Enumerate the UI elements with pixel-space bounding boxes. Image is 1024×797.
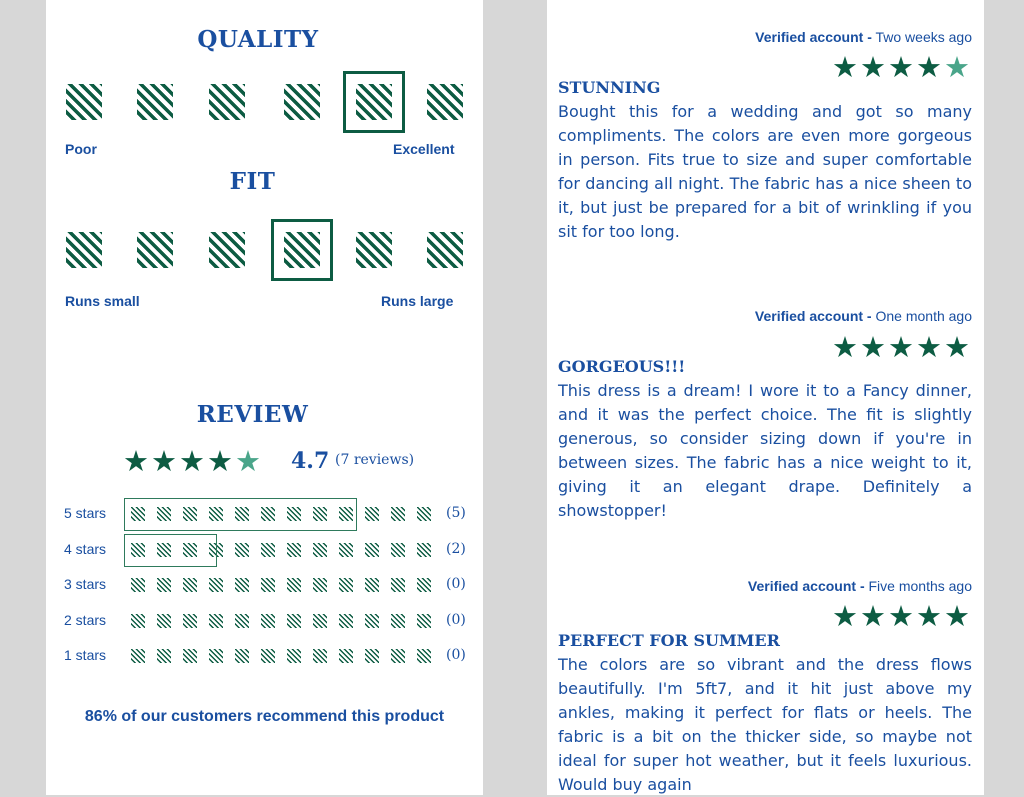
verified-badge: Verified account - [755,29,872,45]
rating-row-label: 3 stars [64,576,107,592]
rating-row-count: (5) [446,505,466,521]
quality-option[interactable] [284,84,320,120]
rating-row-label: 1 stars [64,647,107,663]
rating-bar-segment [261,614,275,628]
rating-bar-segment [157,649,171,663]
rating-bar-segment [235,649,249,663]
review-date: Two weeks ago [871,29,972,45]
quality-low-label: Poor [65,141,97,157]
rating-row-label: 4 stars [64,541,107,557]
rating-bar-fill [124,498,357,531]
rating-bar-segment [391,649,405,663]
rating-bar-segment [131,649,145,663]
quality-high-label: Excellent [393,141,455,157]
review-count: (7 reviews) [335,452,415,468]
quality-title: QUALITY [197,26,319,53]
rating-bar-segment [339,614,353,628]
rating-bar-segment [209,614,223,628]
fit-title: FIT [229,168,276,195]
average-rating-stars: ★★★★★ [123,444,263,478]
quality-option[interactable] [427,84,463,120]
rating-bar-segment [261,578,275,592]
rating-bar-fill [124,534,217,567]
rating-bar-segment [287,614,301,628]
rating-bar-segment [417,578,431,592]
review-stars: ★★★★★ [832,50,972,84]
rating-bar-segment [365,614,379,628]
rating-bar-segment [391,507,405,521]
verified-badge: Verified account - [754,308,872,324]
review-meta [748,578,972,594]
rating-bar-segment [261,649,275,663]
rating-bar-segment [183,649,197,663]
fit-option[interactable] [66,232,102,268]
fit-option[interactable] [427,232,463,268]
review-title: REVIEW [196,401,309,428]
fit-option[interactable] [356,232,392,268]
fit-high-label: Runs large [381,293,454,309]
rating-bar-segment [313,649,327,663]
quality-option[interactable] [66,84,102,120]
rating-bar-segment [313,543,327,557]
rating-row-count: (0) [446,647,466,663]
review-date: One month ago [871,308,972,324]
fit-low-label: Runs small [65,293,140,309]
rating-bar-segment [131,614,145,628]
rating-row-count: (0) [446,612,466,628]
rating-bar-segment [235,543,249,557]
average-rating-value: 4.7 [291,448,330,474]
rating-bar-segment [157,578,171,592]
rating-bar-segment [417,649,431,663]
rating-bar-segment [417,614,431,628]
quality-selected-indicator [343,71,405,133]
rating-bar-segment [365,507,379,521]
rating-bar-segment [313,614,327,628]
review-stars: ★★★★★ [832,330,972,364]
review-date: Five months ago [864,578,972,594]
rating-bar-segment [391,578,405,592]
rating-bar-segment [183,614,197,628]
review-meta [755,29,972,45]
review-title: STUNNING [558,78,661,97]
review-stars: ★★★★★ [832,599,972,633]
review-body: This dress is a dream! I wore it to a Fancy dinner, and it was the perfect choice. The fit is slightly generous, so consider sizing down if you're in between sizes. The fabric has a nice weight to it, giving it an elegant drape. Definitely a showstopper! [558,381,972,520]
rating-bar-segment [287,578,301,592]
rating-bar-segment [131,578,145,592]
rating-bar-segment [339,543,353,557]
rating-bar-segment [261,543,275,557]
rating-bar-segment [365,578,379,592]
rating-bar-segment [287,543,301,557]
review-meta [755,308,972,324]
rating-bar-segment [209,578,223,592]
rating-bar-segment [235,614,249,628]
rating-bar-segment [183,578,197,592]
review-title: PERFECT FOR SUMMER [558,631,780,650]
quality-option[interactable] [137,84,173,120]
rating-row-label: 2 stars [64,612,107,628]
rating-bar-segment [209,649,223,663]
fit-selected-indicator [271,219,333,281]
review-body: Bought this for a wedding and got so many compliments. The colors are even more gorgeous in person. Fits true to size and super comfortable for dancing all night. The fabric has a nice sheen to it, but just be prepared for a bit of wrinkling if you sit for too long. [558,102,972,241]
rating-bar-segment [339,578,353,592]
review-title: GORGEOUS!!! [558,357,686,376]
rating-bar-segment [235,578,249,592]
rating-bar-segment [391,543,405,557]
rating-bar-segment [339,649,353,663]
recommend-text: 86% of our customers recommend this product [84,708,445,725]
rating-bar-segment [417,507,431,521]
rating-bar-segment [313,578,327,592]
rating-bar-segment [417,543,431,557]
rating-bar-segment [391,614,405,628]
rating-row-label: 5 stars [64,505,107,521]
review-body: The colors are so vibrant and the dress flows beautifully. I'm 5ft7, and it hit just above my ankles, making it perfect for flats or heels. The fabric is a bit on the thicker side, so maybe not ideal for super hot weather, but it feels luxurious. Would buy again [558,655,972,794]
rating-bar-segment [365,543,379,557]
rating-bar-segment [157,614,171,628]
rating-row-count: (2) [446,541,466,557]
fit-option[interactable] [137,232,173,268]
quality-option[interactable] [209,84,245,120]
rating-row-count: (0) [446,576,466,592]
fit-option[interactable] [209,232,245,268]
verified-badge: Verified account - [747,578,865,594]
rating-bar-segment [287,649,301,663]
ratings-panel [46,0,483,795]
rating-bar-segment [365,649,379,663]
